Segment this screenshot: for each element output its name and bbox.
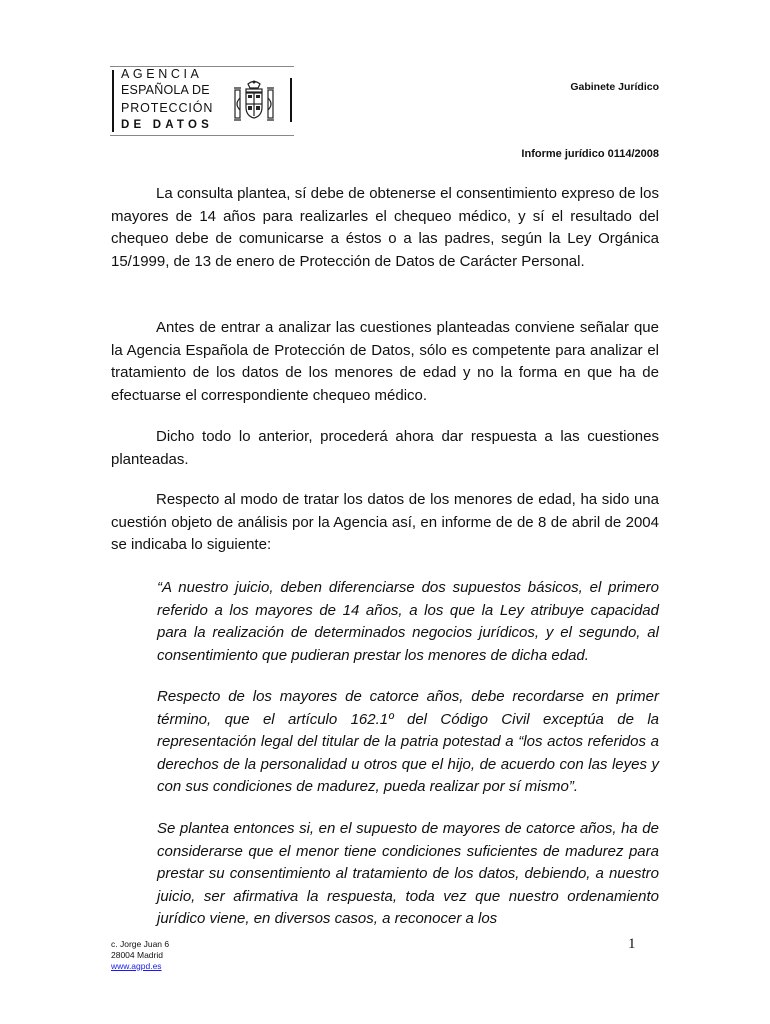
paragraph-text: Antes de entrar a analizar las cuestiones planteadas conviene señalar que la Agencia Española de Protección de Datos, sólo es competente para analizar el tratamiento de los datos de los menores de edad y no la forma en que ha de efectuarse el correspondiente chequeo médico. xyxy=(111,319,659,404)
paragraph-text: Respecto al modo de tratar los datos de los menores de edad, ha sido una cuestión objeto de análisis por la Agencia así, en informe de de 8 de abril de 2004 se indicaba lo siguiente: xyxy=(111,491,659,554)
quote-paragraph-2 xyxy=(157,686,659,799)
quote-text: Se plantea entonces si, en el supuesto de mayores de catorce años, ha de considerarse que el menor tiene condiciones suficientes de madurez para prestar su consentimiento al tratamiento de los datos, debiendo, a nuestro juicio, ser afirmativa la respuesta, toda vez que nuestro ordenamiento jurídico viene, en diversos casos, a reconocer a los xyxy=(157,820,659,928)
logo-line-4: DE DATOS xyxy=(121,119,213,131)
footer-address xyxy=(111,939,169,972)
website-link[interactable]: www.agpd.es xyxy=(111,961,162,971)
department-name: Gabinete Jurídico xyxy=(570,81,659,93)
address-street: c. Jorge Juan 6 xyxy=(111,939,170,949)
report-reference: Informe jurídico 0114/2008 xyxy=(521,148,659,160)
paragraph-2 xyxy=(111,317,659,407)
logo-line-2: ESPAÑOLA DE xyxy=(121,83,210,97)
paragraph-3 xyxy=(111,426,659,471)
page-number: 1 xyxy=(628,936,636,952)
logo-line-1: AGENCIA xyxy=(121,67,203,81)
address-city: 28004 Madrid xyxy=(111,950,163,960)
logo-right-bar xyxy=(290,78,292,122)
paragraph-4 xyxy=(111,489,659,557)
paragraph-1 xyxy=(111,183,659,273)
quote-paragraph-3 xyxy=(157,818,659,931)
logo-line-3: PROTECCIÓN xyxy=(121,101,214,115)
coat-of-arms-icon xyxy=(232,78,276,126)
agency-logo xyxy=(110,66,294,136)
quote-text: “A nuestro juicio, deben diferenciarse dos supuestos básicos, el primero referido a los mayores de 14 años, a los que la Ley atribuye capacidad para la realización de determinados negocios jurídicos, y el segundo, al consentimiento que pudieran prestar los menores de dicha edad. xyxy=(157,579,659,664)
quote-paragraph-1 xyxy=(157,577,659,667)
paragraph-text: Dicho todo lo anterior, procederá ahora dar respuesta a las cuestiones planteadas. xyxy=(111,428,659,468)
quote-text: Respecto de los mayores de catorce años, debe recordarse en primer término, que el artículo 162.1º del Código Civil exceptúa de la representación legal del titular de la patria potestad a “los actos referidos a derechos de la personalidad u otros que el hijo, de acuerdo con las leyes y con sus condiciones de madurez, pueda realizar por sí mismo”. xyxy=(157,688,659,796)
logo-bottom-rule xyxy=(110,135,294,136)
logo-left-bar xyxy=(112,70,114,132)
paragraph-text: La consulta plantea, sí debe de obtenerse el consentimiento expreso de los mayores de 14 años para realizarles el chequeo médico, y sí el resultado del chequeo debe de comunicarse a éstos o a las padres, según la Ley Orgánica 15/1999, de 13 de enero de Protección de Datos de Carácter Personal. xyxy=(111,185,659,270)
